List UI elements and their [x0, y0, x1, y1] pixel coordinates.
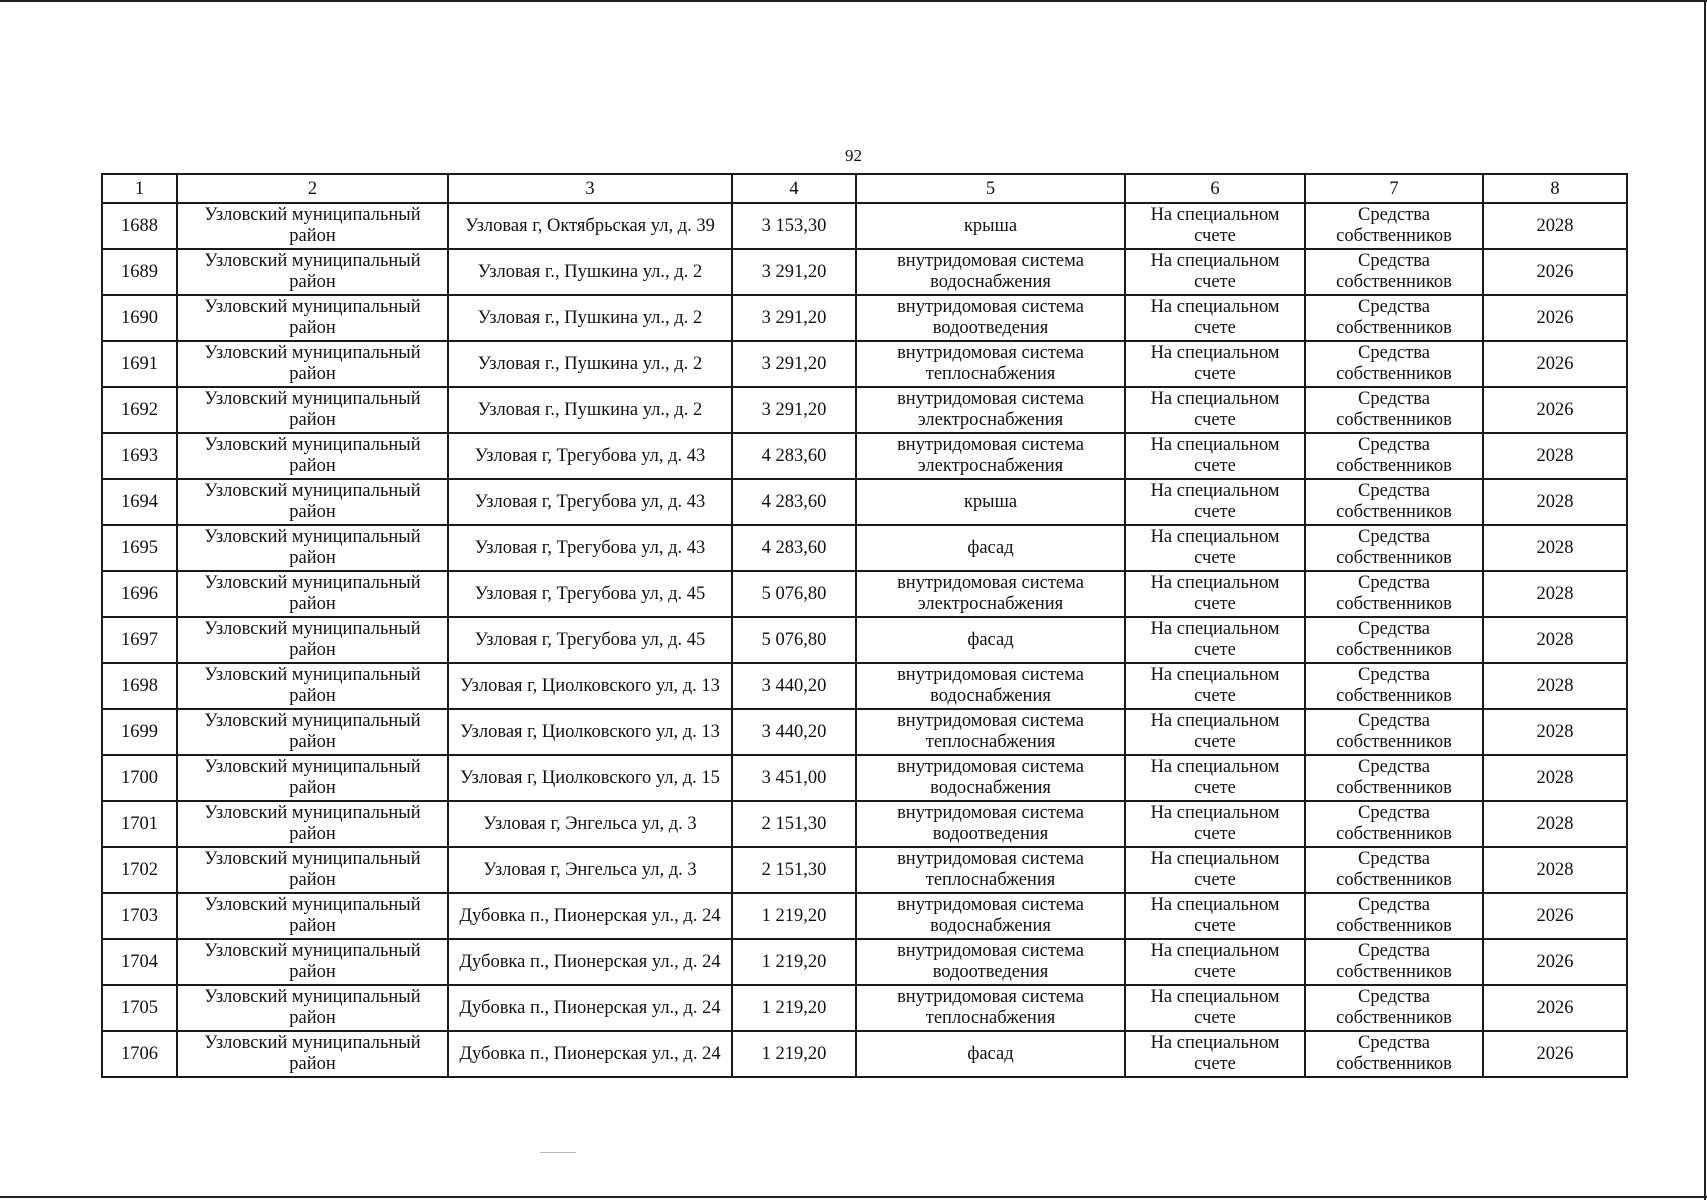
cell-year: 2028: [1483, 525, 1627, 571]
cell-municipality: Узловский муниципальный район: [177, 801, 448, 847]
cell-address: Узловая г., Пушкина ул., д. 2: [448, 341, 732, 387]
cell-fund-account: На специальном счете: [1125, 801, 1305, 847]
cell-municipality: Узловский муниципальный район: [177, 341, 448, 387]
cell-municipality: Узловский муниципальный район: [177, 1031, 448, 1077]
cell-municipality: Узловский муниципальный район: [177, 295, 448, 341]
cell-year: 2026: [1483, 985, 1627, 1031]
cell-fund-account: На специальном счете: [1125, 663, 1305, 709]
scan-artifact: [540, 1152, 576, 1153]
cell-work-type: фасад: [856, 1031, 1125, 1077]
column-header-6: 6: [1125, 174, 1305, 203]
cell-row-number: 1704: [102, 939, 177, 985]
cell-work-type: внутридомовая система теплоснабжения: [856, 709, 1125, 755]
cell-row-number: 1692: [102, 387, 177, 433]
cell-address: Узловая г, Трегубова ул, д. 45: [448, 571, 732, 617]
cell-municipality: Узловский муниципальный район: [177, 755, 448, 801]
cell-municipality: Узловский муниципальный район: [177, 617, 448, 663]
cell-work-type: внутридомовая система теплоснабжения: [856, 341, 1125, 387]
cell-row-number: 1700: [102, 755, 177, 801]
cell-row-number: 1699: [102, 709, 177, 755]
table-row: [102, 1031, 1627, 1077]
cell-address: Узловая г, Энгельса ул, д. 3: [448, 847, 732, 893]
cell-funding-source: Средства собственников: [1305, 847, 1483, 893]
table-row: [102, 801, 1627, 847]
cell-address: Дубовка п., Пионерская ул., д. 24: [448, 939, 732, 985]
cell-year: 2028: [1483, 663, 1627, 709]
cell-row-number: 1689: [102, 249, 177, 295]
column-header-3: 3: [448, 174, 732, 203]
cell-area: 1 219,20: [732, 893, 856, 939]
cell-area: 3 291,20: [732, 249, 856, 295]
table-row: [102, 387, 1627, 433]
cell-year: 2028: [1483, 847, 1627, 893]
cell-area: 2 151,30: [732, 801, 856, 847]
cell-work-type: фасад: [856, 525, 1125, 571]
cell-funding-source: Средства собственников: [1305, 295, 1483, 341]
cell-fund-account: На специальном счете: [1125, 755, 1305, 801]
cell-fund-account: На специальном счете: [1125, 893, 1305, 939]
cell-fund-account: На специальном счете: [1125, 617, 1305, 663]
cell-municipality: Узловский муниципальный район: [177, 893, 448, 939]
cell-row-number: 1690: [102, 295, 177, 341]
header-row: [102, 174, 1627, 203]
table-row: [102, 203, 1627, 249]
cell-row-number: 1701: [102, 801, 177, 847]
scan-edge-top: [0, 0, 1707, 2]
cell-area: 3 440,20: [732, 663, 856, 709]
cell-funding-source: Средства собственников: [1305, 387, 1483, 433]
scan-edge-right: [1704, 0, 1706, 1200]
cell-address: Узловая г, Циолковского ул, д. 13: [448, 663, 732, 709]
cell-funding-source: Средства собственников: [1305, 1031, 1483, 1077]
cell-area: 3 291,20: [732, 387, 856, 433]
table-row: [102, 525, 1627, 571]
table-row: [102, 617, 1627, 663]
cell-municipality: Узловский муниципальный район: [177, 985, 448, 1031]
cell-area: 3 451,00: [732, 755, 856, 801]
cell-work-type: внутридомовая система электроснабжения: [856, 433, 1125, 479]
cell-year: 2028: [1483, 479, 1627, 525]
column-header-1: 1: [102, 174, 177, 203]
table-row: [102, 985, 1627, 1031]
cell-funding-source: Средства собственников: [1305, 709, 1483, 755]
cell-work-type: внутридомовая система электроснабжения: [856, 387, 1125, 433]
cell-fund-account: На специальном счете: [1125, 387, 1305, 433]
cell-area: 3 440,20: [732, 709, 856, 755]
cell-address: Узловая г, Трегубова ул, д. 43: [448, 479, 732, 525]
table-row: [102, 341, 1627, 387]
cell-row-number: 1694: [102, 479, 177, 525]
cell-municipality: Узловский муниципальный район: [177, 387, 448, 433]
cell-funding-source: Средства собственников: [1305, 801, 1483, 847]
cell-work-type: фасад: [856, 617, 1125, 663]
cell-area: 2 151,30: [732, 847, 856, 893]
table-row: [102, 939, 1627, 985]
cell-area: 4 283,60: [732, 433, 856, 479]
cell-work-type: внутридомовая система водоотведения: [856, 939, 1125, 985]
cell-fund-account: На специальном счете: [1125, 433, 1305, 479]
cell-work-type: крыша: [856, 203, 1125, 249]
column-header-4: 4: [732, 174, 856, 203]
cell-municipality: Узловский муниципальный район: [177, 709, 448, 755]
table-row: [102, 433, 1627, 479]
cell-year: 2026: [1483, 939, 1627, 985]
cell-funding-source: Средства собственников: [1305, 203, 1483, 249]
table-row: [102, 479, 1627, 525]
cell-work-type: внутридомовая система водоотведения: [856, 295, 1125, 341]
cell-fund-account: На специальном счете: [1125, 479, 1305, 525]
cell-work-type: внутридомовая система водоснабжения: [856, 893, 1125, 939]
scan-edge-bottom: [0, 1196, 1707, 1198]
cell-row-number: 1691: [102, 341, 177, 387]
cell-year: 2026: [1483, 295, 1627, 341]
table-row: [102, 893, 1627, 939]
cell-address: Узловая г, Циолковского ул, д. 13: [448, 709, 732, 755]
cell-address: Узловая г, Октябрьская ул, д. 39: [448, 203, 732, 249]
cell-funding-source: Средства собственников: [1305, 571, 1483, 617]
cell-row-number: 1697: [102, 617, 177, 663]
table-body: [102, 203, 1627, 1077]
cell-year: 2028: [1483, 709, 1627, 755]
column-header-7: 7: [1305, 174, 1483, 203]
cell-address: Узловая г., Пушкина ул., д. 2: [448, 387, 732, 433]
table-row: [102, 709, 1627, 755]
cell-work-type: внутридомовая система водоснабжения: [856, 249, 1125, 295]
table-row: [102, 847, 1627, 893]
cell-municipality: Узловский муниципальный район: [177, 571, 448, 617]
cell-fund-account: На специальном счете: [1125, 709, 1305, 755]
cell-address: Дубовка п., Пионерская ул., д. 24: [448, 893, 732, 939]
cell-municipality: Узловский муниципальный район: [177, 433, 448, 479]
cell-municipality: Узловский муниципальный район: [177, 479, 448, 525]
cell-area: 1 219,20: [732, 1031, 856, 1077]
page-number: 92: [845, 146, 862, 165]
cell-row-number: 1706: [102, 1031, 177, 1077]
cell-fund-account: На специальном счете: [1125, 847, 1305, 893]
cell-address: Дубовка п., Пионерская ул., д. 24: [448, 985, 732, 1031]
cell-fund-account: На специальном счете: [1125, 341, 1305, 387]
cell-year: 2028: [1483, 755, 1627, 801]
cell-address: Узловая г, Трегубова ул, д. 45: [448, 617, 732, 663]
cell-area: 3 291,20: [732, 295, 856, 341]
cell-funding-source: Средства собственников: [1305, 525, 1483, 571]
column-header-8: 8: [1483, 174, 1627, 203]
cell-row-number: 1703: [102, 893, 177, 939]
cell-work-type: внутридомовая система водоснабжения: [856, 663, 1125, 709]
cell-fund-account: На специальном счете: [1125, 295, 1305, 341]
cell-year: 2028: [1483, 617, 1627, 663]
cell-work-type: крыша: [856, 479, 1125, 525]
cell-work-type: внутридомовая система теплоснабжения: [856, 985, 1125, 1031]
cell-funding-source: Средства собственников: [1305, 663, 1483, 709]
cell-funding-source: Средства собственников: [1305, 617, 1483, 663]
cell-work-type: внутридомовая система теплоснабжения: [856, 847, 1125, 893]
cell-funding-source: Средства собственников: [1305, 479, 1483, 525]
cell-year: 2028: [1483, 203, 1627, 249]
cell-municipality: Узловский муниципальный район: [177, 249, 448, 295]
cell-address: Узловая г, Трегубова ул, д. 43: [448, 433, 732, 479]
cell-year: 2026: [1483, 249, 1627, 295]
cell-municipality: Узловский муниципальный район: [177, 847, 448, 893]
cell-area: 1 219,20: [732, 939, 856, 985]
cell-fund-account: На специальном счете: [1125, 249, 1305, 295]
cell-year: 2026: [1483, 387, 1627, 433]
cell-year: 2028: [1483, 433, 1627, 479]
cell-fund-account: На специальном счете: [1125, 571, 1305, 617]
cell-fund-account: На специальном счете: [1125, 525, 1305, 571]
cell-area: 5 076,80: [732, 617, 856, 663]
cell-funding-source: Средства собственников: [1305, 985, 1483, 1031]
cell-row-number: 1693: [102, 433, 177, 479]
cell-municipality: Узловский муниципальный район: [177, 203, 448, 249]
cell-address: Узловая г, Энгельса ул, д. 3: [448, 801, 732, 847]
table-row: [102, 755, 1627, 801]
cell-funding-source: Средства собственников: [1305, 893, 1483, 939]
table-row: [102, 295, 1627, 341]
column-header-2: 2: [177, 174, 448, 203]
cell-year: 2026: [1483, 893, 1627, 939]
cell-address: Узловая г, Трегубова ул, д. 43: [448, 525, 732, 571]
cell-funding-source: Средства собственников: [1305, 939, 1483, 985]
cell-fund-account: На специальном счете: [1125, 985, 1305, 1031]
cell-work-type: внутридомовая система водоснабжения: [856, 755, 1125, 801]
cell-fund-account: На специальном счете: [1125, 1031, 1305, 1077]
cell-area: 4 283,60: [732, 479, 856, 525]
cell-area: 3 291,20: [732, 341, 856, 387]
table-row: [102, 249, 1627, 295]
cell-address: Узловая г., Пушкина ул., д. 2: [448, 295, 732, 341]
cell-year: 2028: [1483, 571, 1627, 617]
column-header-5: 5: [856, 174, 1125, 203]
cell-municipality: Узловский муниципальный район: [177, 525, 448, 571]
cell-address: Узловая г., Пушкина ул., д. 2: [448, 249, 732, 295]
cell-work-type: внутридомовая система электроснабжения: [856, 571, 1125, 617]
cell-work-type: внутридомовая система водоотведения: [856, 801, 1125, 847]
cell-area: 1 219,20: [732, 985, 856, 1031]
cell-funding-source: Средства собственников: [1305, 433, 1483, 479]
table-row: [102, 571, 1627, 617]
register-table: [101, 173, 1628, 1078]
cell-row-number: 1688: [102, 203, 177, 249]
cell-municipality: Узловский муниципальный район: [177, 939, 448, 985]
cell-municipality: Узловский муниципальный район: [177, 663, 448, 709]
cell-row-number: 1698: [102, 663, 177, 709]
cell-row-number: 1695: [102, 525, 177, 571]
cell-address: Узловая г, Циолковского ул, д. 15: [448, 755, 732, 801]
cell-area: 4 283,60: [732, 525, 856, 571]
cell-address: Дубовка п., Пионерская ул., д. 24: [448, 1031, 732, 1077]
cell-row-number: 1696: [102, 571, 177, 617]
cell-funding-source: Средства собственников: [1305, 341, 1483, 387]
cell-funding-source: Средства собственников: [1305, 249, 1483, 295]
cell-fund-account: На специальном счете: [1125, 939, 1305, 985]
cell-year: 2026: [1483, 341, 1627, 387]
cell-area: 5 076,80: [732, 571, 856, 617]
cell-row-number: 1705: [102, 985, 177, 1031]
cell-area: 3 153,30: [732, 203, 856, 249]
cell-row-number: 1702: [102, 847, 177, 893]
cell-funding-source: Средства собственников: [1305, 755, 1483, 801]
cell-year: 2028: [1483, 801, 1627, 847]
cell-year: 2026: [1483, 1031, 1627, 1077]
cell-fund-account: На специальном счете: [1125, 203, 1305, 249]
table-row: [102, 663, 1627, 709]
